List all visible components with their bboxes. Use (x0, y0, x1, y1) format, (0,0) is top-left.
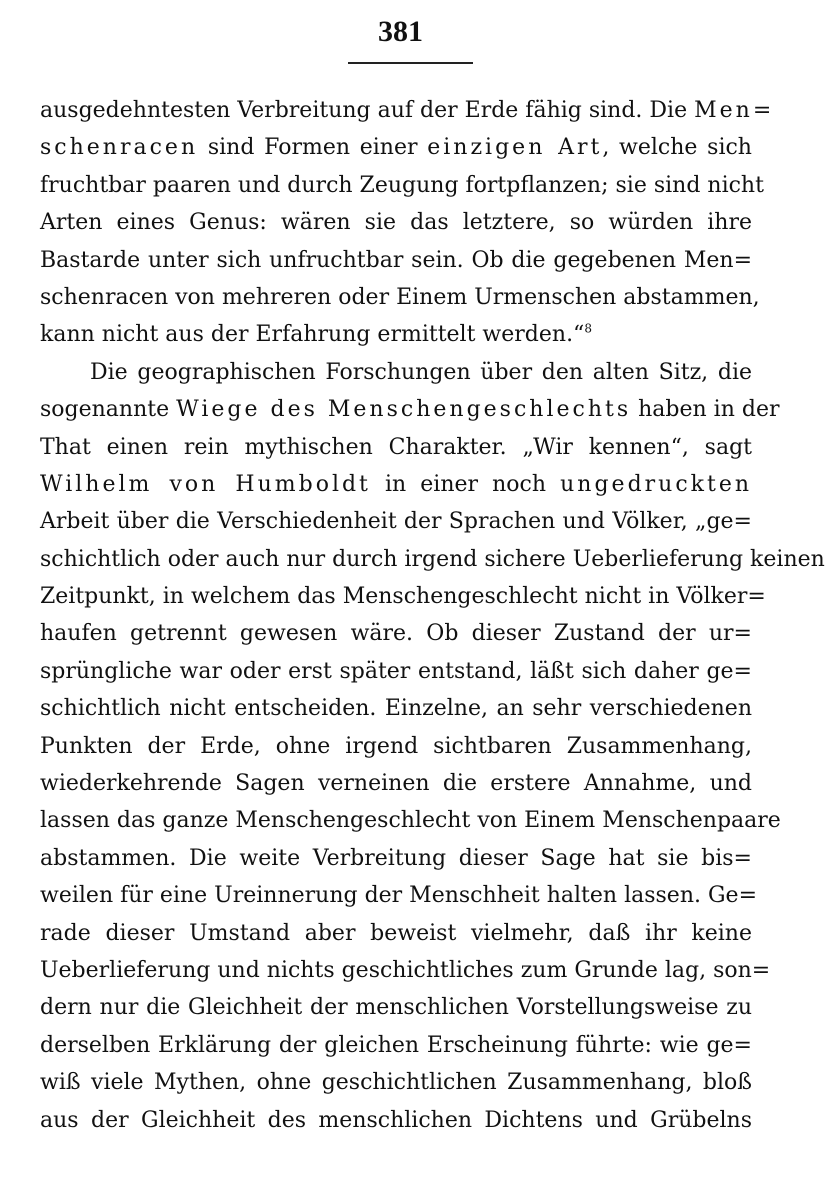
text-segment: Ueberlieferung und nichts geschichtliches zum Grunde lag, son= (40, 957, 771, 983)
text-line (40, 466, 752, 503)
text-segment: lassen das ganze Menschengeschlecht von Einem Menschenpaare (40, 808, 781, 834)
text-line (40, 316, 752, 353)
text-segment: schichtlich nicht entscheiden. Einzelne, an sehr verschiedenen (40, 696, 752, 722)
text-line (40, 989, 752, 1026)
text-segment: kann nicht aus der Erfahrung ermittelt werden.“ (40, 322, 585, 348)
text-line (40, 129, 752, 166)
text-line (40, 1102, 752, 1139)
text-line (40, 728, 752, 765)
header-rule (348, 62, 473, 64)
text-segment: schichtlich oder auch nur durch irgend sichere Ueberlieferung keinen (40, 546, 825, 572)
text-segment: Bastarde unter sich unfruchtbar sein. Ob die gegebenen Men= (40, 247, 752, 273)
footnote-marker: 8 (584, 322, 592, 337)
text-segment: Punkten der Erde, ohne irgend sichtbaren Zusammenhang, (40, 733, 752, 759)
emphasized-text: Men= (694, 98, 775, 123)
text-segment: ausgedehntesten Verbreitung auf der Erde fähig sind. Die (40, 98, 695, 123)
text-segment: aus der Gleichheit des menschlichen Dichtens und Grübelns (40, 1107, 752, 1133)
text-segment: Arbeit über die Verschiedenheit der Sprachen und Völker, „ge= (40, 509, 752, 535)
emphasized-text: einzigen Art (427, 135, 603, 161)
body-text (40, 92, 825, 1139)
text-line (40, 765, 752, 802)
text-line (40, 167, 764, 204)
text-line (40, 279, 760, 316)
text-line (40, 204, 752, 241)
text-line (40, 242, 752, 279)
emphasized-text: Wilhelm von Humboldt (40, 471, 371, 497)
text-segment: wiß viele Mythen, ohne geschichtlichen Zusammenhang, bloß (40, 1070, 752, 1096)
text-line (40, 802, 781, 839)
text-segment: Zeitpunkt, in welchem das Menschengeschlecht nicht in Völker= (40, 584, 766, 610)
text-segment: That einen rein mythischen Charakter. „Wir kennen“, sagt (40, 434, 752, 460)
emphasized-text: ungedruckten (560, 471, 753, 497)
text-line (40, 503, 752, 540)
page-number: 381 (378, 15, 423, 48)
text-line (40, 1064, 752, 1101)
text-line (40, 952, 771, 989)
text-segment: Arten eines Genus: wären sie das letztere, so würden ihre (40, 210, 752, 236)
text-segment: haufen getrennt gewesen wäre. Ob dieser Zustand der ur= (40, 621, 752, 647)
text-segment: sind Formen einer (198, 135, 428, 161)
text-line (40, 1027, 752, 1064)
text-segment: schenracen von mehreren oder Einem Urmenschen abstammen, (40, 284, 760, 310)
text-line (40, 653, 752, 690)
text-segment: , welche sich (602, 135, 752, 161)
text-line (40, 690, 752, 727)
text-line (40, 578, 766, 615)
text-segment: wiederkehrende Sagen verneinen die erstere Annahme, und (40, 771, 752, 797)
text-segment: rade dieser Umstand aber beweist vielmehr, daß ihr keine (40, 920, 752, 946)
text-line (40, 391, 780, 428)
text-segment: abstammen. Die weite Verbreitung dieser Sage hat sie bis= (40, 845, 752, 871)
text-segment: fruchtbar paaren und durch Zeugung fortpflanzen; sie sind nicht (40, 172, 764, 198)
text-segment: in einer noch (370, 471, 561, 497)
text-segment: weilen für eine Ureinnerung der Menschheit halten lassen. Ge= (40, 883, 758, 909)
text-line (40, 92, 775, 129)
text-line (40, 615, 752, 652)
text-line (40, 877, 758, 914)
text-line (40, 915, 752, 952)
text-line (40, 840, 752, 877)
text-segment: Die geographischen Forschungen über den alten Sitz, die (90, 359, 752, 385)
text-segment: derselben Erklärung der gleichen Erscheinung führte: wie ge= (40, 1032, 752, 1058)
text-segment: sogenannte (40, 397, 177, 423)
text-segment: sprüngliche war oder erst später entstand, läßt sich daher ge= (40, 658, 752, 684)
text-line (40, 429, 752, 466)
text-segment: haben in der (631, 397, 780, 423)
text-segment: dern nur die Gleichheit der menschlichen Vorstellungsweise zu (40, 995, 752, 1021)
text-line (40, 354, 752, 391)
text-line (40, 541, 825, 578)
emphasized-text: Wiege des Menschengeschlechts (176, 397, 632, 423)
emphasized-text: schenracen (40, 135, 199, 161)
